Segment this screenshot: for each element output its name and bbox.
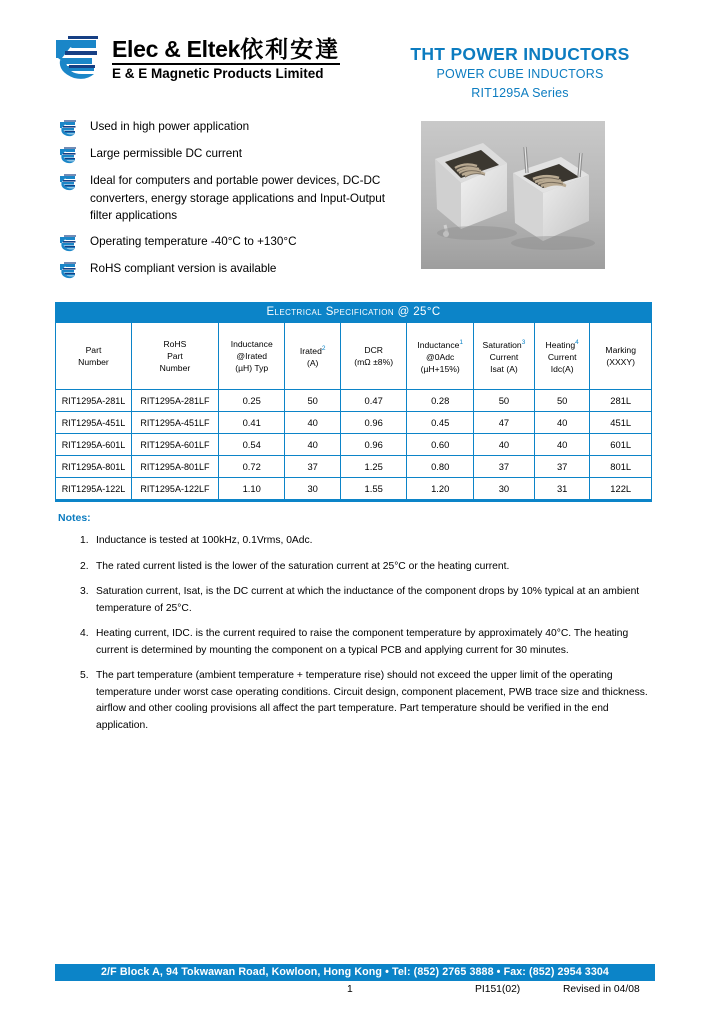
ee-swoosh-bullet-icon: [58, 262, 78, 279]
table-cell: 37: [534, 456, 589, 478]
table-cell: 0.47: [340, 390, 407, 412]
document-title-block: [370, 44, 670, 102]
note-text: Inductance is tested at 100kHz, 0.1Vrms, 0Adc.: [96, 535, 313, 546]
spec-column-header-line1: Marking: [605, 345, 636, 355]
spec-column-header-line3: Isat (A): [490, 363, 518, 374]
table-cell: 1.25: [340, 456, 407, 478]
table-cell: 50: [473, 390, 534, 412]
table-cell: 0.25: [218, 390, 285, 412]
spec-column-header-line2: Current: [547, 351, 577, 362]
note-item: [58, 533, 658, 550]
spec-column-header-line1: DCR: [364, 345, 383, 355]
table-cell: RIT1295A-601LF: [131, 434, 218, 456]
spec-column-header-line2: (mΩ ±8%): [354, 357, 394, 367]
footer-address-bar: 2/F Block A, 94 Tokwawan Road, Kowloon, Hong Kong • Tel: (852) 2765 3888 • Fax: (852) 2954 3304: [55, 964, 655, 981]
table-cell: 40: [534, 434, 589, 456]
table-cell: 40: [473, 434, 534, 456]
table-cell: 0.72: [218, 456, 285, 478]
spec-column-header-line1: RoHS: [163, 339, 187, 349]
table-cell: RIT1295A-601L: [56, 434, 132, 456]
note-number: 3.: [80, 586, 89, 597]
spec-column-header-line3: Idc(A): [550, 363, 574, 374]
table-row: [56, 434, 652, 456]
footer-meta: [55, 984, 655, 1002]
spec-column-header: [473, 323, 534, 390]
spec-column-header-line1: Inductance: [230, 339, 273, 349]
table-cell: RIT1295A-451L: [56, 412, 132, 434]
feature-item: [58, 172, 408, 225]
feature-item-label: Operating temperature -40°C to +130°C: [90, 234, 297, 248]
page-subtitle: POWER CUBE INDUCTORS: [436, 67, 604, 81]
spec-column-header-line2: (A): [306, 357, 319, 368]
product-photo: [421, 121, 605, 269]
feature-item-label: Used in high power application: [90, 120, 250, 133]
note-item: [58, 584, 658, 617]
note-item: [58, 559, 658, 576]
spec-table: [55, 322, 652, 500]
spec-column-header-line2: (XXXY): [606, 357, 636, 367]
table-cell: 601L: [590, 434, 652, 456]
spec-column-header-line1: Heating: [545, 339, 576, 350]
spec-column-header: [534, 323, 589, 390]
spec-table-head: [56, 323, 652, 390]
notes-list: [58, 533, 658, 734]
note-item: [58, 668, 658, 734]
table-cell: 0.45: [407, 412, 474, 434]
feature-list: [58, 118, 408, 287]
company-name-cjk: 依利安達: [240, 36, 341, 62]
table-cell: 31: [534, 478, 589, 500]
spec-table-title: Electrical Specification @ 25°C: [55, 302, 652, 322]
spec-column-header: [407, 323, 474, 390]
spec-column-header: [131, 323, 218, 390]
footnote-marker: 4: [575, 339, 579, 347]
spec-column-header-line2: Part: [167, 351, 183, 361]
table-cell: 281L: [590, 390, 652, 412]
company-logo: [52, 34, 340, 82]
page-number: 1: [347, 984, 353, 995]
spec-column-header-line2: @0Adc: [426, 351, 455, 362]
table-cell: 37: [473, 456, 534, 478]
wordmark-rule: [112, 63, 340, 65]
table-cell: 0.41: [218, 412, 285, 434]
ee-swoosh-bullet-icon: [58, 235, 78, 252]
ee-swoosh-bullet-icon: [58, 174, 78, 191]
note-number: 4.: [80, 628, 89, 639]
table-cell: 50: [285, 390, 340, 412]
table-cell: 40: [285, 412, 340, 434]
spec-column-header: [285, 323, 340, 390]
spec-column-header-line3: (µH) Typ: [235, 363, 269, 373]
notes-heading: Notes:: [58, 512, 91, 524]
table-cell: 1.55: [340, 478, 407, 500]
table-cell: 0.96: [340, 434, 407, 456]
spec-column-header: [56, 323, 132, 390]
table-row: [56, 478, 652, 500]
feature-item: [58, 118, 408, 137]
footnote-marker: 1: [459, 339, 464, 347]
spec-header-row: [56, 323, 652, 390]
table-cell: 40: [285, 434, 340, 456]
table-cell: 0.96: [340, 412, 407, 434]
ee-swoosh-logo-icon: [52, 34, 104, 82]
spec-column-header: [340, 323, 407, 390]
spec-column-header-line2: Current: [489, 351, 519, 362]
spec-column-header-line2: Number: [78, 357, 109, 367]
page-header: [0, 0, 720, 108]
table-cell: RIT1295A-451LF: [131, 412, 218, 434]
company-name: Elec & Eltek依利安達: [112, 36, 341, 62]
ee-swoosh-bullet-icon: [58, 120, 78, 137]
table-cell: 451L: [590, 412, 652, 434]
note-number: 2.: [80, 560, 89, 572]
feature-item-label: Ideal for computers and portable power devices, DC-DC converters, energy storage applications and Input-Output filter applications: [90, 174, 385, 222]
table-cell: RIT1295A-281L: [56, 390, 132, 412]
feature-item-label: Large permissible DC current: [90, 147, 242, 160]
note-text: Saturation current, Isat, is the DC current at which the inductance of the component drops by 10% typical at an ambient temperature of 25°C.: [96, 586, 640, 614]
note-item: [58, 626, 658, 659]
table-cell: RIT1295A-801L: [56, 456, 132, 478]
table-cell: 1.10: [218, 478, 285, 500]
feature-item: [58, 233, 408, 252]
table-cell: 0.28: [407, 390, 474, 412]
table-cell: 801L: [590, 456, 652, 478]
table-cell: 0.54: [218, 434, 285, 456]
table-cell: 30: [285, 478, 340, 500]
table-cell: 0.80: [407, 456, 474, 478]
table-cell: 37: [285, 456, 340, 478]
table-cell: 40: [534, 412, 589, 434]
spec-column-header-line3: Number: [159, 363, 191, 373]
spec-column-header-line3: (µH+15%): [420, 363, 460, 374]
table-cell: RIT1295A-281LF: [131, 390, 218, 412]
spec-table-body: [56, 390, 652, 500]
feature-item-label: RoHS compliant version is available: [90, 261, 277, 275]
spec-column-header-line2: @Irated: [236, 351, 268, 361]
spec-column-header-line1: Irated: [299, 345, 322, 356]
product-photo-illustration: [421, 121, 605, 269]
table-cell: 30: [473, 478, 534, 500]
spec-column-header: [590, 323, 652, 390]
revision-date: Revised in 04/08: [563, 984, 640, 995]
ee-swoosh-bullet-icon: [58, 147, 78, 164]
table-cell: 47: [473, 412, 534, 434]
feature-item: [58, 260, 408, 279]
note-number: 5.: [80, 670, 89, 681]
table-cell: 50: [534, 390, 589, 412]
table-row: [56, 412, 652, 434]
note-text: The rated current listed is the lower of the saturation current at 25°C or the heating current.: [96, 560, 510, 572]
document-code: PI151(02): [475, 984, 521, 995]
series-name: RIT1295A Series: [471, 86, 569, 100]
table-cell: RIT1295A-122LF: [131, 478, 218, 500]
table-cell: 1.20: [407, 478, 474, 500]
footnote-marker: 3: [521, 339, 526, 347]
table-cell: RIT1295A-801LF: [131, 456, 218, 478]
spec-column-header-line1: Saturation: [482, 339, 522, 350]
table-cell: 122L: [590, 478, 652, 500]
footnote-marker: 2: [321, 345, 326, 353]
table-row: [56, 456, 652, 478]
table-cell: RIT1295A-122L: [56, 478, 132, 500]
feature-item: [58, 145, 408, 164]
table-cell: 0.60: [407, 434, 474, 456]
company-subtitle: E & E Magnetic Products Limited: [112, 66, 324, 81]
table-row: [56, 390, 652, 412]
note-text: The part temperature (ambient temperature + temperature rise) should not exceed the upper limit of the operating temperature under worst case operating conditions. Circuit design, component placement, PWB trace size and thickness. airflow and other cooling provisions all affect the part temperature. Part temperature should be verified in the end application.: [96, 670, 648, 731]
notes-section: [58, 512, 658, 743]
spec-table-bottom-rule: [55, 500, 652, 502]
note-text: Heating current, IDC. is the current required to raise the component temperature by approximately 40°C. The heating current is determined by mounting the component on a typical PCB and applying current for 30 minutes.: [96, 628, 629, 656]
spec-column-header-line1: Part: [85, 345, 102, 355]
note-number: 1.: [80, 535, 89, 546]
page-title: THT POWER INDUCTORS: [410, 44, 630, 64]
spec-column-header-line1: Inductance: [417, 339, 460, 350]
electrical-specification-table: [55, 302, 652, 502]
spec-column-header: [218, 323, 285, 390]
company-wordmark: [112, 34, 340, 82]
